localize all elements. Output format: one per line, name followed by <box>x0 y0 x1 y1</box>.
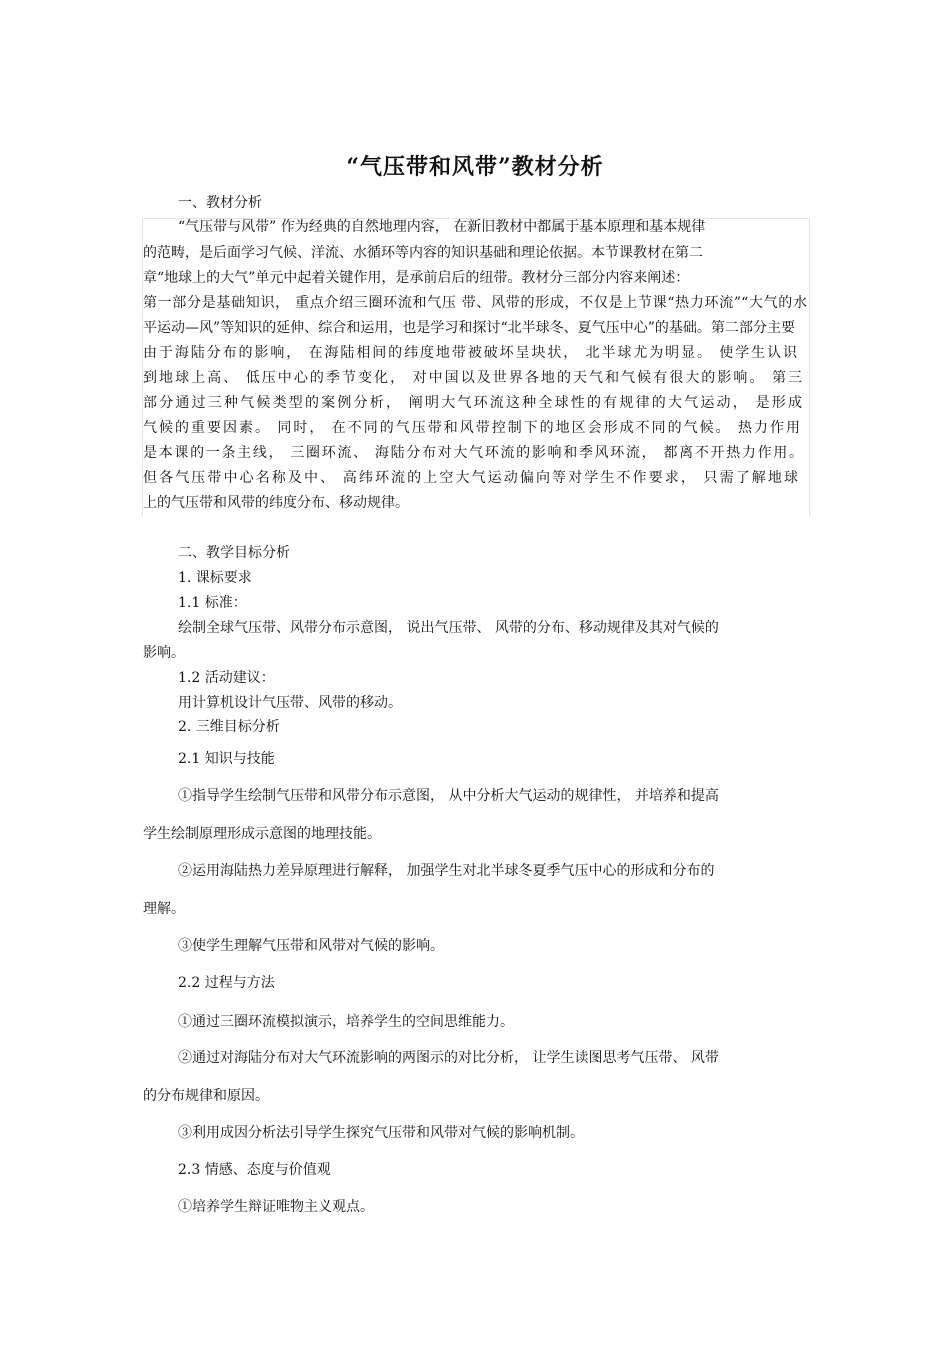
analysis-line-12: 上的气压带和风带的纬度分布、移动规律。 <box>143 495 409 511</box>
analysis-line-4: 第一部分是基础知识， 重点介绍三圈环流和气压 带、风带的形成，不仅是上节课“热力环流”“大气的水 <box>143 295 807 311</box>
knowledge-2a: ②运用海陆热力差异原理进行解释， 加强学生对北半球冬夏季气压中心的形成和分布的 <box>178 863 715 879</box>
subheading-activity: 1.2 活动建议： <box>178 670 275 686</box>
subheading-curriculum: 1. 课标要求 <box>178 570 252 586</box>
standard-text-b: 影响。 <box>143 645 185 661</box>
section-heading-goals: 二、教学目标分析 <box>178 545 290 561</box>
knowledge-3: ③使学生理解气压带和风带对气候的影响。 <box>178 938 444 954</box>
subheading-knowledge: 2.1 知识与技能 <box>178 751 275 767</box>
process-1: ①通过三圈环流模拟演示，培养学生的空间思维能力。 <box>178 1014 514 1030</box>
analysis-line-5: 平运动—风”等知识的延伸、综合和运用，也是学习和探讨“北半球冬、夏气压中心”的基础。第二部分主要 <box>143 320 795 336</box>
analysis-line-3: 章“地球上的大气”单元中起着关键作用，是承前启后的纽带。教材分三部分内容来阐述： <box>143 270 690 286</box>
values-1: ①培养学生辩证唯物主义观点。 <box>178 1199 374 1215</box>
section-heading-analysis: 一、教材分析 <box>178 195 262 211</box>
standard-text-a: 绘制全球气压带、风带分布示意图， 说出气压带、 风带的分布、移动规律及其对气候的 <box>178 620 719 636</box>
analysis-line-7: 到地球上高、 低压中心的季节变化， 对中国以及世界各地的天气和气候有很大的影响。 第三 <box>143 370 802 386</box>
knowledge-1b: 学生绘制原理形成示意图的地理技能。 <box>143 826 381 842</box>
activity-text: 用计算机设计气压带、风带的移动。 <box>178 695 402 711</box>
subheading-three-dim: 2. 三维目标分析 <box>178 719 280 735</box>
analysis-line-8: 部分通过三种气候类型的案例分析， 阐明大气环流这种全球性的有规律的大气运动， 是形成 <box>143 395 802 411</box>
page-title: “气压带和风带”教材分析 <box>346 154 604 180</box>
analysis-line-10: 是本课的一条主线， 三圈环流、 海陆分布对大气环流的影响和季风环流， 都离不开热力作用。 <box>143 445 803 461</box>
process-2a: ②通过对海陆分布对大气环流影响的两图示的对比分析， 让学生读图思考气压带、 风带 <box>178 1050 719 1066</box>
process-2b: 的分布规律和原因。 <box>143 1088 269 1104</box>
subheading-values: 2.3 情感、态度与价值观 <box>178 1162 331 1178</box>
analysis-line-1: “气压带与风带” 作为经典的自然地理内容， 在新旧教材中都属于基本原理和基本规律 <box>178 219 706 235</box>
analysis-line-6: 由于海陆分布的影响， 在海陆相间的纬度地带被破坏呈块状， 北半球尤为明显。 使学生认识 <box>143 345 797 361</box>
knowledge-2b: 理解。 <box>143 901 185 917</box>
process-3: ③利用成因分析法引导学生探究气压带和风带对气候的影响机制。 <box>178 1125 584 1141</box>
subheading-standard: 1.1 标准： <box>178 595 247 611</box>
knowledge-1a: ①指导学生绘制气压带和风带分布示意图， 从中分析大气运动的规律性， 并培养和提高 <box>178 788 719 804</box>
analysis-line-9: 气候的重要因素。 同时， 在不同的气压带和风带控制下的地区会形成不同的气候。 热力作用 <box>143 420 800 436</box>
analysis-line-11: 但各气压带中心名称及中、 高纬环流的上空大气运动偏向等对学生不作要求， 只需了解地球 <box>143 470 798 486</box>
analysis-line-2: 的范畴，是后面学习气候、洋流、水循环等内容的知识基础和理论依据。本节课教材在第二 <box>143 245 703 261</box>
subheading-process: 2.2 过程与方法 <box>178 975 275 991</box>
